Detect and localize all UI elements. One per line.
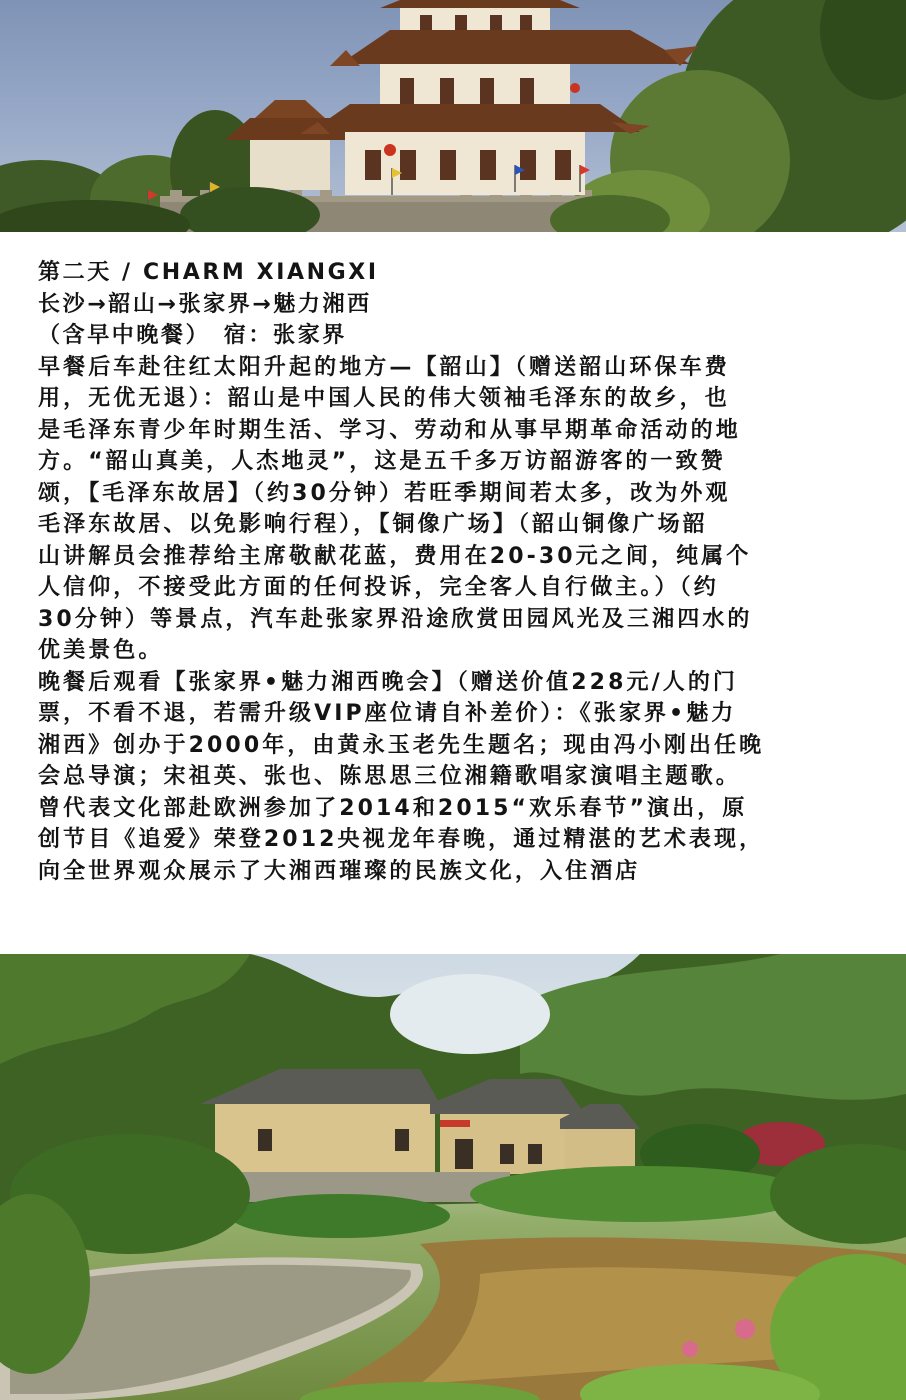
description-line: 山讲解员会推荐给主席敬献花蓝，费用在20-30元之间，纯属个 (38, 543, 752, 569)
itinerary-description (38, 352, 890, 888)
day-heading: 第二天 / CHARM XIANGXI (38, 260, 379, 285)
description-line: 是毛泽东青少年时期生活、学习、劳动和从事早期革命活动的地 (38, 417, 741, 443)
itinerary-day-two (38, 257, 890, 887)
description-line: 人信仰，不接受此方面的任何投诉，完全客人自行做主。）（约 (38, 575, 719, 600)
description-line: 优美景色。 (38, 638, 164, 663)
description-line: 颂，【毛泽东故居】（约30分钟）若旺季期间若太多，改为外观 (38, 480, 731, 506)
description-line: 30分钟）等景点，汽车赴张家界沿途欣赏田园风光及三湘四水的 (38, 606, 753, 632)
description-line: 用，无优无退）：韶山是中国人民的伟大领袖毛泽东的故乡，也 (38, 386, 730, 411)
route-line: 长沙→韶山→张家界→魅力湘西 (38, 291, 372, 317)
description-line: 湘西》创办于2000年，由黄永玉老先生题名；现由冯小刚出任晚 (38, 732, 765, 758)
description-line: 向全世界观众展示了大湘西璀璨的民族文化，入住酒店 (38, 858, 641, 884)
pavilion-illustration (0, 0, 906, 232)
bottom-photo-former-residence (0, 954, 906, 1400)
top-photo-pavilion (0, 0, 906, 232)
meals-lodging-line: （含早中晚餐） 宿：张家界 (38, 323, 347, 348)
residence-illustration (0, 954, 906, 1400)
description-line: 创节目《追爱》荣登2012央视龙年春晚，通过精湛的艺术表现， (38, 827, 765, 852)
description-line: 毛泽东故居、以免影响行程），【铜像广场】（韶山铜像广场韶 (38, 512, 708, 537)
description-line: 方。“韶山真美，人杰地灵”，这是五千多万访韶游客的一致赞 (38, 449, 726, 474)
description-line: 曾代表文化部赴欧洲参加了2014和2015“欢乐春节”演出，原 (38, 795, 748, 821)
description-line: 晚餐后观看【张家界•魅力湘西晚会】（赠送价值228元/人的门 (38, 669, 739, 695)
description-line: 早餐后车赴往红太阳升起的地方—【韶山】（赠送韶山环保车费 (38, 354, 730, 380)
description-line: 票，不看不退，若需升级VIP座位请自补差价）：《张家界•魅力 (38, 701, 737, 726)
description-line: 会总导演；宋祖英、张也、陈思思三位湘籍歌唱家演唱主题歌。 (38, 764, 741, 789)
